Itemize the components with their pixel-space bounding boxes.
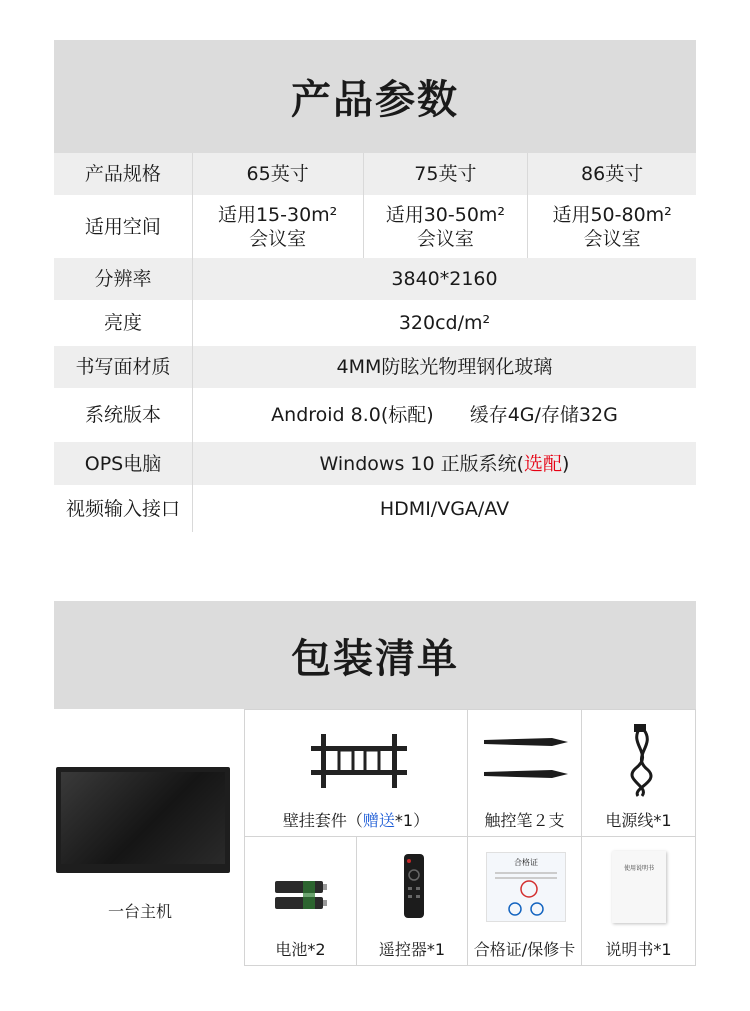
battery-icon bbox=[273, 879, 329, 913]
tv-image bbox=[56, 767, 230, 873]
bracket-gift: 赠送 bbox=[362, 811, 395, 830]
space-75-range: 适用30-50m² bbox=[385, 203, 506, 226]
system-value bbox=[193, 388, 696, 442]
spec-row-size bbox=[54, 153, 696, 195]
pack-item-power bbox=[581, 709, 696, 837]
pack-item-remote bbox=[356, 836, 468, 966]
pack-item-manual bbox=[581, 836, 696, 966]
video-value: HDMI/VGA/AV bbox=[379, 497, 510, 520]
remote-label: 遥控器*1 bbox=[378, 940, 446, 959]
spec-row-resolution bbox=[54, 258, 696, 300]
pens-label: 触控笔２支 bbox=[484, 811, 565, 830]
glass-value: 4MM防眩光物理钢化玻璃 bbox=[336, 356, 553, 378]
bracket-count: *1） bbox=[394, 811, 430, 830]
spec-row-system bbox=[54, 388, 696, 442]
space-75-room: 会议室 bbox=[416, 227, 474, 250]
ops-prefix: Windows 10 正版系统( bbox=[319, 452, 525, 475]
row-label: 分辨率 bbox=[54, 258, 193, 300]
manual-booklet bbox=[612, 851, 666, 923]
space-86 bbox=[528, 195, 696, 258]
row-label: OPS电脑 bbox=[54, 442, 193, 485]
spec-row-space bbox=[54, 195, 696, 258]
space-86-range: 适用50-80m² bbox=[552, 203, 672, 226]
size-65: 65英寸 bbox=[193, 153, 364, 195]
pack-list bbox=[54, 709, 696, 966]
manual-card-title: 使用说明书 bbox=[623, 865, 654, 872]
pack-item-pens bbox=[467, 709, 582, 837]
space-86-room: 会议室 bbox=[583, 227, 641, 250]
ops-optional: 选配 bbox=[524, 452, 563, 475]
brightness-value: 320cd/m² bbox=[398, 312, 491, 334]
size-75: 75英寸 bbox=[364, 153, 529, 195]
space-65-room: 会议室 bbox=[249, 227, 307, 250]
remote-icon bbox=[403, 853, 425, 919]
row-label: 亮度 bbox=[54, 300, 193, 346]
space-65-range: 适用15-30m² bbox=[217, 203, 338, 226]
spec-title: 产品参数 bbox=[54, 40, 696, 153]
manual-label: 说明书*1 bbox=[605, 940, 672, 959]
row-label: 产品规格 bbox=[54, 153, 193, 195]
ops-value bbox=[193, 442, 696, 485]
bracket-icon bbox=[311, 732, 407, 790]
pack-item-bracket bbox=[244, 709, 468, 837]
bracket-label bbox=[245, 808, 467, 831]
pen-icon bbox=[482, 734, 570, 782]
row-label: 适用空间 bbox=[54, 195, 193, 258]
bracket-text: 壁挂套件（ bbox=[282, 811, 363, 830]
ops-suffix: ) bbox=[562, 452, 570, 475]
android-version: Android 8.0(标配) bbox=[271, 404, 434, 426]
space-65 bbox=[193, 195, 364, 258]
size-86: 86英寸 bbox=[581, 163, 644, 185]
space-75 bbox=[364, 195, 529, 258]
pack-item-battery bbox=[244, 836, 357, 966]
cert-card bbox=[486, 852, 566, 922]
power-cable-icon bbox=[610, 724, 670, 798]
spec-row-video bbox=[54, 485, 696, 532]
ccc-icon bbox=[505, 901, 549, 917]
resolution-value: 3840*2160 bbox=[391, 268, 498, 290]
battery-label: 电池*2 bbox=[275, 940, 326, 959]
cert-label: 合格证/保修卡 bbox=[473, 940, 576, 959]
power-label: 电源线*1 bbox=[605, 811, 672, 830]
spec-row-brightness bbox=[54, 300, 696, 346]
cert-seal-icon bbox=[519, 879, 539, 899]
pack-item-cert bbox=[467, 836, 582, 966]
pack-title: 包装清单 bbox=[54, 601, 696, 709]
host-label: 一台主机 bbox=[108, 902, 173, 921]
spec-table bbox=[54, 153, 696, 532]
cert-card-title: 合格证 bbox=[514, 858, 538, 867]
spec-row-ops bbox=[54, 442, 696, 485]
row-label: 系统版本 bbox=[54, 388, 193, 442]
spec-row-glass bbox=[54, 346, 696, 388]
row-label: 视频输入接口 bbox=[54, 485, 193, 532]
row-label: 书写面材质 bbox=[54, 346, 193, 388]
pack-item-host bbox=[54, 709, 244, 966]
storage-value: 缓存4G/存储32G bbox=[469, 404, 618, 426]
